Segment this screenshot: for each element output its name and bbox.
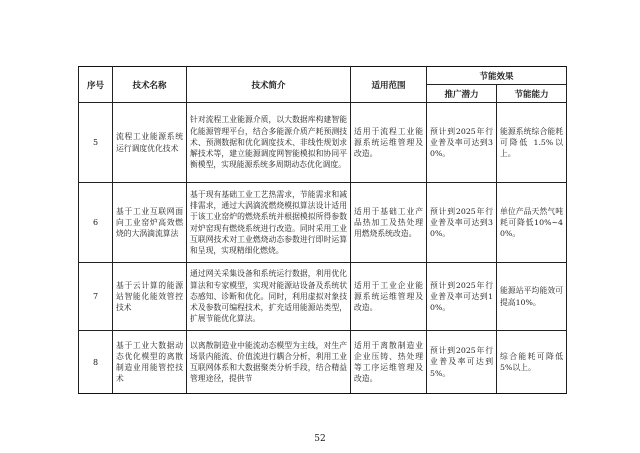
row-potential: 预计到2025年行业普及率可达到30%。	[430, 206, 493, 239]
header-capacity: 节能能力	[497, 85, 567, 103]
row-name: 基于工业大数据动态优化模型的离散制造业用能管控技术	[116, 340, 183, 384]
table-row	[79, 263, 567, 331]
row-scope: 适用于基础工业产品热加工及热处理用燃烧系统改造。	[354, 206, 423, 239]
row-capacity: 综合能耗可降低 5%以上。	[500, 351, 564, 372]
header-scope: 适用范围	[351, 67, 427, 103]
header-effect: 节能效果	[427, 67, 567, 85]
page-number: 52	[314, 434, 326, 444]
header-potential: 推广潜力	[427, 85, 497, 103]
row-scope: 适用于流程工业能源系统运维管理及改造。	[354, 126, 423, 159]
row-index: 8	[79, 331, 113, 394]
row-scope: 适用于工业企业能源系统运维管理及改造。	[354, 280, 423, 313]
row-index: 7	[79, 263, 113, 331]
row-index: 5	[79, 103, 113, 183]
row-potential: 预计到2025年行业普及率可达到10%。	[430, 280, 493, 313]
row-intro: 以离散制造业中能流动态模型为主线，对生产场景内能流、价值流进行耦合分析，利用工业互联网体系和大数据聚类分析手段，结合精益管理途径，提供节	[190, 340, 347, 384]
row-potential: 预计到2025年行业普及率可达到5%。	[430, 346, 493, 378]
row-index: 6	[79, 183, 113, 263]
row-intro: 基于现有基础工业工艺热需求，节能需求和减排需求，通过大涡滴流燃烧模拟算法设计适用于该工业窑炉的燃烧系统并根据模拟所得参数对炉窑现有燃烧系统进行改造。同时采用工业互联网技术对工业燃烧动态参数进行即时运算和呈现，实现精细化燃烧。	[190, 189, 347, 255]
row-capacity: 单位产品天然气吨耗可降低10%~40%。	[500, 206, 564, 239]
row-name: 流程工业能源系统运行调度优化技术	[116, 132, 183, 153]
row-scope: 适用于离散制造业企业压铸、热处理等工序运维管理及改造。	[354, 340, 423, 384]
header-name: 技术名称	[113, 67, 187, 103]
row-intro: 通过网关采集设备和系统运行数据，利用优化算法和专家模型，实现对能源站设备及系统状态感知、诊断和优化。同时，利用虚拟对象技术及参数可编程技术，扩充适用能源站类型，扩展节能优化算法。	[190, 269, 347, 324]
table-row	[79, 103, 567, 183]
table-row	[79, 183, 567, 263]
header-index: 序号	[79, 67, 113, 103]
row-name: 基于云计算的能源站智能化能效管控技术	[116, 280, 183, 313]
row-name: 基于工业互联网面向工业窑炉高效燃烧的大涡滴流算法	[116, 206, 183, 239]
row-intro: 针对流程工业能源介质，以大数据库构建智能化能源管理平台，结合多能源介质产耗预测技术、预测数据和优化调度技术、非线性规划求解技术等，建立能源调度网智能模拟和协同平衡模型，实现能源系统多周期动态优化调度。	[190, 115, 347, 170]
table-row	[79, 331, 567, 394]
row-potential: 预计到2025年行业普及率可达到30%。	[430, 126, 493, 159]
header-intro: 技术简介	[187, 67, 351, 103]
row-capacity: 能源系统综合能耗可降低 1.5%以上。	[500, 126, 564, 159]
technology-table	[78, 66, 567, 394]
row-capacity: 能源站平均能效可提高10%。	[500, 286, 564, 307]
